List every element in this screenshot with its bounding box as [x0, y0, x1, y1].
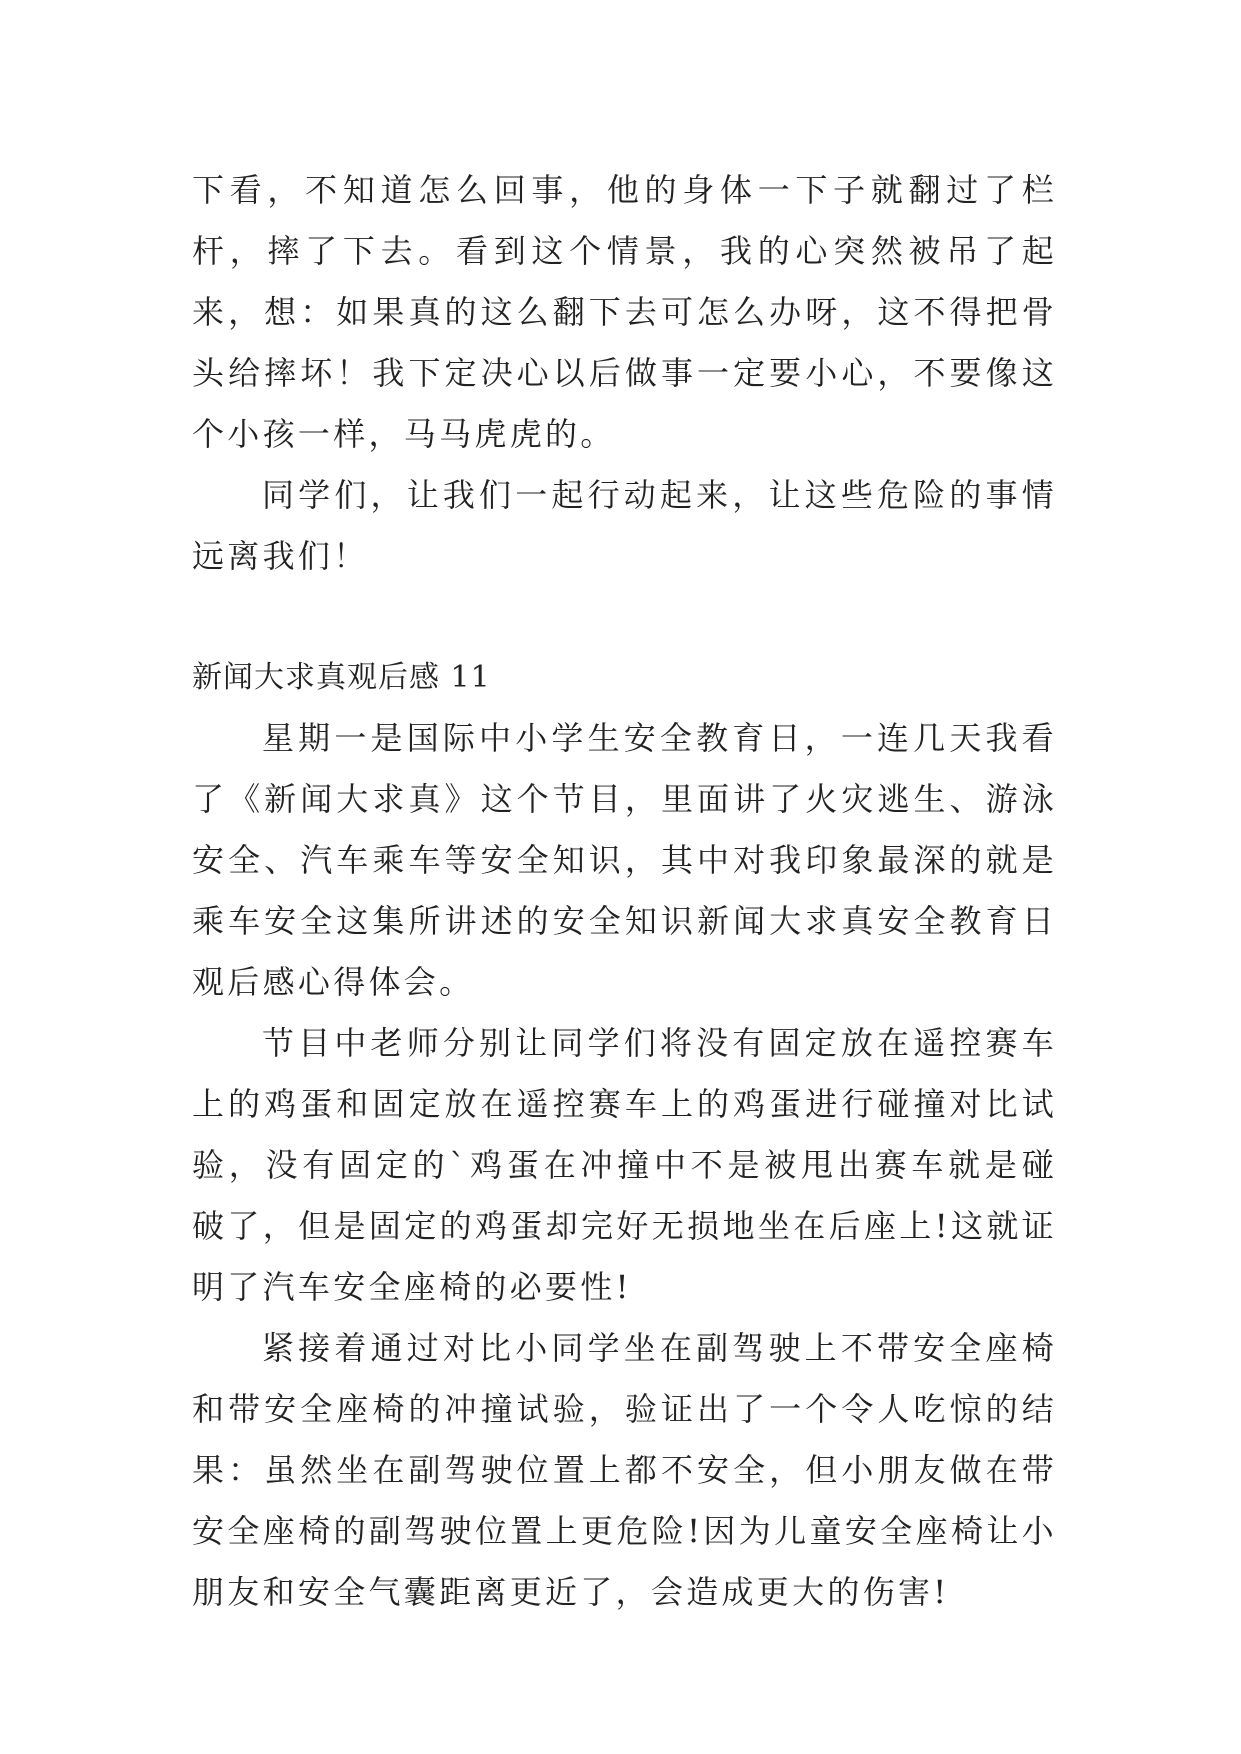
section-title: 新闻大求真观后感 11 [192, 660, 491, 695]
document-body [192, 160, 1057, 1623]
paragraph-egg-experiment: 节目中老师分别让同学们将没有固定放在遥控赛车上的鸡蛋和固定放在遥控赛车上的鸡蛋进行碰撞对比试验，没有固定的`鸡蛋在冲撞中不是被甩出赛车就是碰破了，但是固定的鸡蛋却完好无损地坐在后座上!这就证明了汽车安全座椅的必要性! [192, 1024, 1057, 1306]
paragraph-call-to-action: 同学们，让我们一起行动起来，让这些危险的事情远离我们！ [192, 476, 1057, 575]
paragraph-crash-test: 紧接着通过对比小同学坐在副驾驶上不带安全座椅和带安全座椅的冲撞试验，验证出了一个令人吃惊的结果：虽然坐在副驾驶位置上都不安全，但小朋友做在带安全座椅的副驾驶位置上更危险!因为儿童安全座椅让小朋友和安全气囊距离更近了，会造成更大的伤害! [192, 1329, 1057, 1611]
paragraph-intro: 星期一是国际中小学生安全教育日，一连几天我看了《新闻大求真》这个节目，里面讲了火灾逃生、游泳安全、汽车乘车等安全知识，其中对我印象最深的就是乘车安全这集所讲述的安全知识新闻大求真安全教育日观后感心得体会。 [192, 719, 1057, 1001]
paragraph-continued: 下看，不知道怎么回事，他的身体一下子就翻过了栏杆，摔了下去。看到这个情景，我的心突然被吊了起来，想：如果真的这么翻下去可怎么办呀，这不得把骨头给摔坏！我下定决心以后做事一定要小心，不要像这个小孩一样，马马虎虎的。 [192, 171, 1057, 453]
